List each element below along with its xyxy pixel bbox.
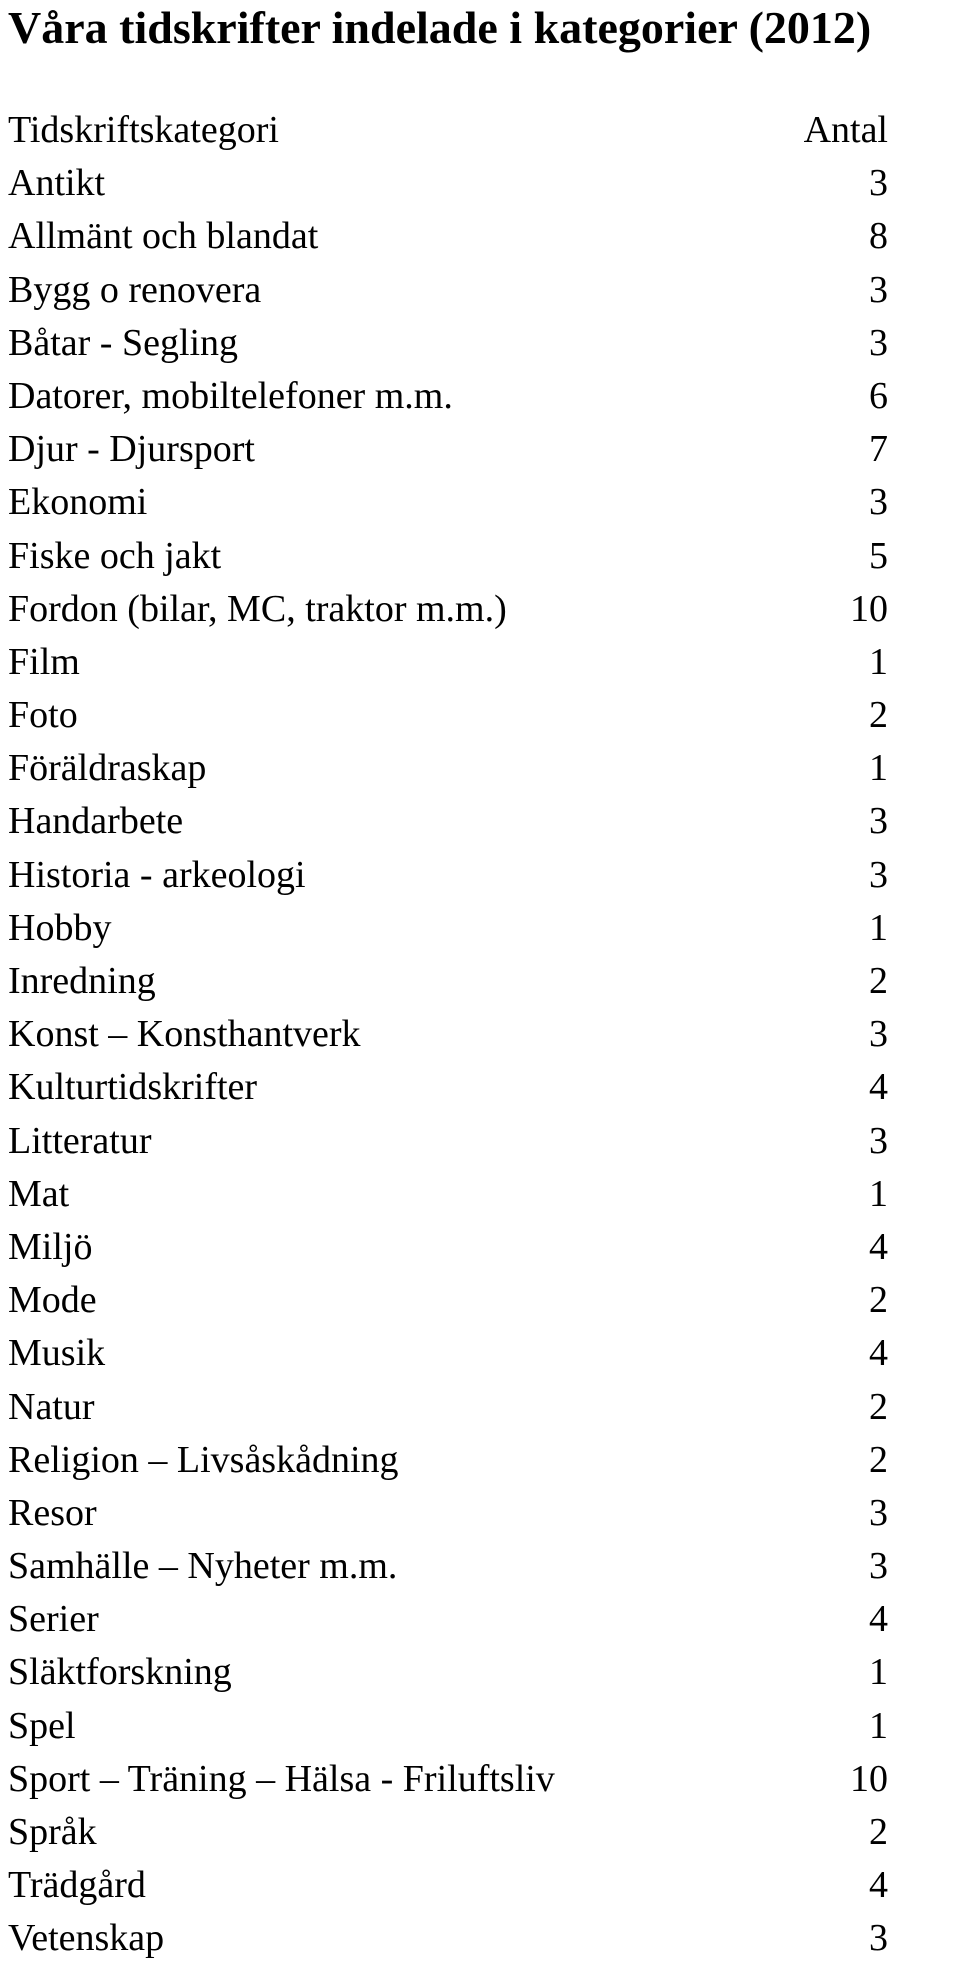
category-table bbox=[8, 104, 888, 1966]
category-name: Spel bbox=[8, 1704, 76, 1747]
category-count: 3 bbox=[869, 1491, 888, 1534]
category-count: 1 bbox=[869, 1704, 888, 1747]
category-name: Vetenskap bbox=[8, 1917, 165, 1960]
category-count: 3 bbox=[869, 1545, 888, 1588]
category-name: Fordon (bilar, MC, traktor m.m.) bbox=[8, 587, 507, 630]
category-name: Natur bbox=[8, 1385, 95, 1428]
category-name: Hobby bbox=[8, 906, 112, 949]
category-count: 2 bbox=[869, 1438, 888, 1481]
table-row bbox=[8, 955, 888, 1008]
table-row bbox=[8, 1912, 888, 1965]
category-name: Inredning bbox=[8, 960, 156, 1002]
table-row bbox=[8, 795, 888, 848]
category-count: 2 bbox=[869, 1385, 888, 1428]
category-name: Film bbox=[8, 640, 80, 683]
table-row bbox=[8, 1593, 888, 1646]
table-row bbox=[8, 1061, 888, 1114]
table-row bbox=[8, 264, 888, 317]
table-row bbox=[8, 1274, 888, 1327]
category-count: 3 bbox=[869, 268, 888, 311]
category-name: Djur - Djursport bbox=[8, 428, 255, 471]
category-count: 7 bbox=[869, 428, 888, 471]
category-name: Musik bbox=[8, 1332, 106, 1375]
category-name: Fiske och jakt bbox=[8, 534, 222, 577]
category-count: 4 bbox=[869, 1066, 888, 1109]
table-row bbox=[8, 1487, 888, 1540]
table-header-row bbox=[8, 104, 888, 157]
category-name: Språk bbox=[8, 1811, 97, 1853]
category-count: 10 bbox=[850, 1757, 888, 1800]
category-name: Handarbete bbox=[8, 800, 184, 843]
category-count: 3 bbox=[869, 162, 888, 205]
category-count: 3 bbox=[869, 1917, 888, 1960]
category-count: 2 bbox=[869, 1279, 888, 1322]
table-row bbox=[8, 849, 888, 902]
category-name: Historia - arkeologi bbox=[8, 853, 306, 896]
category-count: 10 bbox=[850, 587, 888, 630]
category-name: Trädgård bbox=[8, 1864, 146, 1907]
category-name: Kulturtidskrifter bbox=[8, 1066, 258, 1109]
category-count: 3 bbox=[869, 1013, 888, 1056]
category-name: Resor bbox=[8, 1491, 97, 1534]
category-count: 6 bbox=[869, 374, 888, 417]
category-count: 2 bbox=[869, 1811, 888, 1853]
category-count: 5 bbox=[869, 534, 888, 577]
category-name: Samhälle – Nyheter m.m. bbox=[8, 1545, 398, 1588]
category-name: Litteratur bbox=[8, 1119, 152, 1162]
table-row bbox=[8, 1859, 888, 1912]
page-title: Våra tidskrifter indelade i kategorier (2012) bbox=[8, 2, 872, 53]
category-name: Miljö bbox=[8, 1225, 93, 1268]
category-name: Antikt bbox=[8, 162, 106, 205]
table-row bbox=[8, 742, 888, 795]
category-count: 4 bbox=[869, 1225, 888, 1268]
table-row bbox=[8, 1327, 888, 1380]
table-row bbox=[8, 1168, 888, 1221]
category-count: 4 bbox=[869, 1864, 888, 1907]
header-category: Tidskriftskategori bbox=[8, 109, 279, 151]
category-count: 1 bbox=[869, 906, 888, 949]
category-name: Datorer, mobiltelefoner m.m. bbox=[8, 374, 453, 417]
table-row bbox=[8, 583, 888, 636]
table-row bbox=[8, 1646, 888, 1699]
table-row bbox=[8, 370, 888, 423]
category-count: 3 bbox=[869, 1119, 888, 1162]
category-count: 1 bbox=[869, 1651, 888, 1694]
table-row bbox=[8, 1115, 888, 1168]
table-row bbox=[8, 1221, 888, 1274]
table-row bbox=[8, 1381, 888, 1434]
table-row bbox=[8, 1434, 888, 1487]
table-row bbox=[8, 530, 888, 583]
category-count: 4 bbox=[869, 1332, 888, 1375]
table-row bbox=[8, 210, 888, 263]
table-row bbox=[8, 1753, 888, 1806]
table-row bbox=[8, 157, 888, 210]
category-count: 2 bbox=[869, 960, 888, 1002]
category-name: Mode bbox=[8, 1279, 97, 1322]
category-count: 3 bbox=[869, 800, 888, 843]
category-name: Ekonomi bbox=[8, 481, 148, 524]
category-name: Sport – Träning – Hälsa - Friluftsliv bbox=[8, 1757, 555, 1800]
category-count: 1 bbox=[869, 1172, 888, 1215]
table-row bbox=[8, 689, 888, 742]
table-row bbox=[8, 902, 888, 955]
table-row bbox=[8, 317, 888, 370]
category-name: Mat bbox=[8, 1172, 70, 1215]
table-row bbox=[8, 1540, 888, 1593]
category-name: Föräldraskap bbox=[8, 747, 207, 790]
category-count: 2 bbox=[869, 694, 888, 737]
table-row bbox=[8, 1700, 888, 1753]
category-name: Båtar - Segling bbox=[8, 321, 239, 364]
category-count: 4 bbox=[869, 1598, 888, 1641]
category-count: 3 bbox=[869, 481, 888, 524]
category-count: 3 bbox=[869, 853, 888, 896]
table-body bbox=[8, 157, 888, 1965]
table-row bbox=[8, 1806, 888, 1859]
category-count: 1 bbox=[869, 747, 888, 790]
category-name: Konst – Konsthantverk bbox=[8, 1013, 361, 1056]
category-name: Foto bbox=[8, 694, 78, 737]
category-count: 1 bbox=[869, 640, 888, 683]
table-row bbox=[8, 476, 888, 529]
category-name: Serier bbox=[8, 1598, 99, 1641]
header-count: Antal bbox=[803, 109, 888, 151]
table-row bbox=[8, 423, 888, 476]
category-name: Religion – Livsåskådning bbox=[8, 1438, 399, 1481]
table-row bbox=[8, 1008, 888, 1061]
category-name: Bygg o renovera bbox=[8, 268, 262, 311]
table-row bbox=[8, 636, 888, 689]
category-name: Släktforskning bbox=[8, 1651, 232, 1694]
category-name: Allmänt och blandat bbox=[8, 215, 319, 258]
category-count: 8 bbox=[869, 215, 888, 258]
category-count: 3 bbox=[869, 321, 888, 364]
